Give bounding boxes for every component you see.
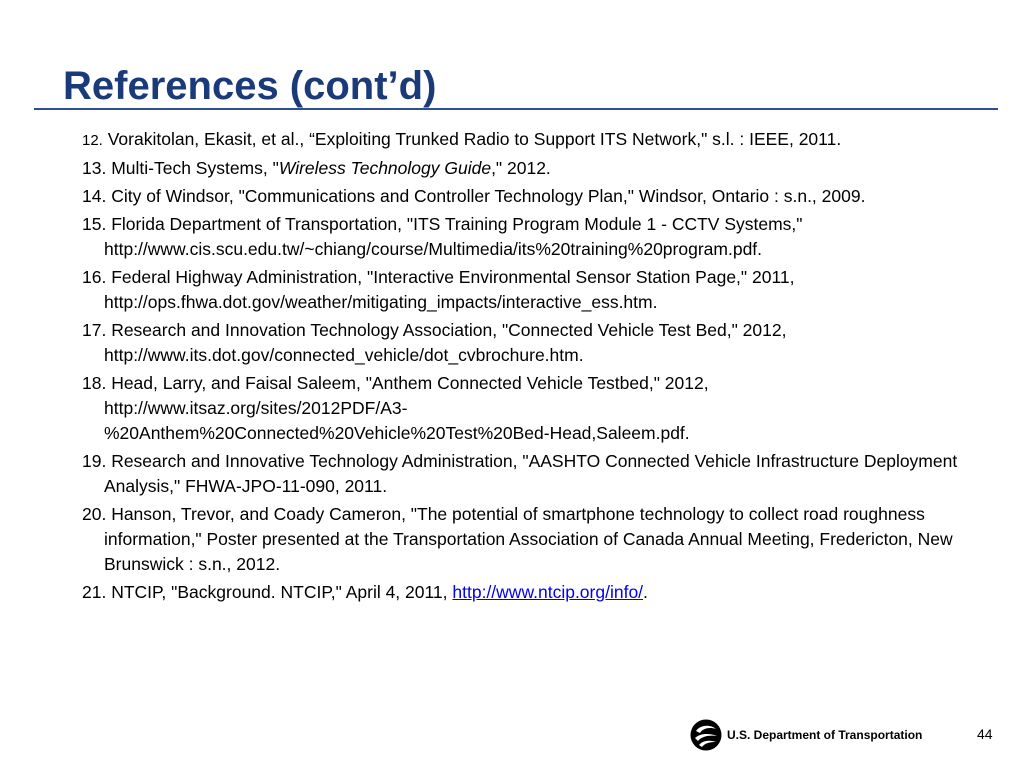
reference-text: Federal Highway Administration, "Interactive Environmental Sensor Station Page," 2011, (106, 267, 795, 287)
reference-text: Vorakitolan, Ekasit, et al., “Exploiting Trunked Radio to Support ITS Network," s.l. : IEEE, 2011. (102, 129, 842, 149)
reference-item-16 (82, 265, 982, 315)
reference-number: 16. (82, 267, 107, 287)
reference-url: http://www.its.dot.gov/connected_vehicle/dot_cvbrochure.htm. (104, 345, 584, 365)
reference-item-21 (82, 580, 982, 605)
reference-text: NTCIP, "Background. NTCIP," April 4, 2011, (106, 582, 453, 602)
reference-italic-title: Wireless Technology Guide (278, 158, 492, 178)
reference-number: 15. (82, 214, 107, 234)
reference-text-end: . (643, 582, 648, 602)
slide-title: References (cont’d) (63, 64, 437, 108)
reference-text-end: ," 2012. (491, 158, 551, 178)
reference-number: 14. (82, 186, 107, 206)
reference-number: 21. (82, 582, 107, 602)
reference-url: http://www.cis.scu.edu.tw/~chiang/course/Multimedia/its%20training%20program.pdf. (104, 239, 763, 259)
reference-item-18 (82, 371, 982, 446)
reference-number: 17. (82, 320, 107, 340)
reference-text: Multi-Tech Systems, " (106, 158, 279, 178)
references-list (82, 127, 982, 608)
dot-logo-icon (690, 719, 722, 751)
reference-item-14 (82, 184, 982, 209)
reference-number: 18. (82, 373, 107, 393)
reference-text: City of Windsor, "Communications and Controller Technology Plan," Windsor, Ontario : s.n., 2009. (106, 186, 866, 206)
reference-item-15 (82, 212, 982, 262)
title-divider (34, 108, 998, 110)
footer-agency: U.S. Department of Transportation (727, 728, 923, 742)
reference-item-20 (82, 502, 982, 577)
reference-text: Research and Innovation Technology Association, "Connected Vehicle Test Bed," 2012, (106, 320, 787, 340)
ntcip-link[interactable]: http://www.ntcip.org/info/ (452, 582, 644, 602)
reference-item-12 (82, 127, 982, 153)
reference-number: 19. (82, 451, 107, 471)
reference-text: Florida Department of Transportation, "ITS Training Program Module 1 - CCTV Systems," (106, 214, 803, 234)
reference-item-19 (82, 449, 982, 499)
reference-url-continued: %20Anthem%20Connected%20Vehicle%20Test%20Bed-Head,Saleem.pdf. (104, 423, 690, 443)
reference-number: 20. (82, 504, 107, 524)
reference-item-13 (82, 156, 982, 181)
reference-number: 13. (82, 158, 107, 178)
page-number: 44 (977, 726, 993, 742)
reference-text: Head, Larry, and Faisal Saleem, "Anthem Connected Vehicle Testbed," 2012, (106, 373, 709, 393)
reference-url: http://www.itsaz.org/sites/2012PDF/A3- (104, 398, 408, 418)
reference-text: Hanson, Trevor, and Coady Cameron, "The potential of smartphone technology to collect road roughness information," Poster presented at the Transportation Association of Canada Annual Meeting, Fredericton, New Brunswick : s.n., 2012. (104, 504, 953, 574)
reference-number: 12. (82, 132, 103, 149)
reference-item-17 (82, 318, 982, 368)
reference-text: Research and Innovative Technology Administration, "AASHTO Connected Vehicle Infrastructure Deployment Analysis," FHWA-JPO-11-090, 2011. (104, 451, 958, 496)
reference-url: http://ops.fhwa.dot.gov/weather/mitigating_impacts/interactive_ess.htm. (104, 292, 658, 312)
